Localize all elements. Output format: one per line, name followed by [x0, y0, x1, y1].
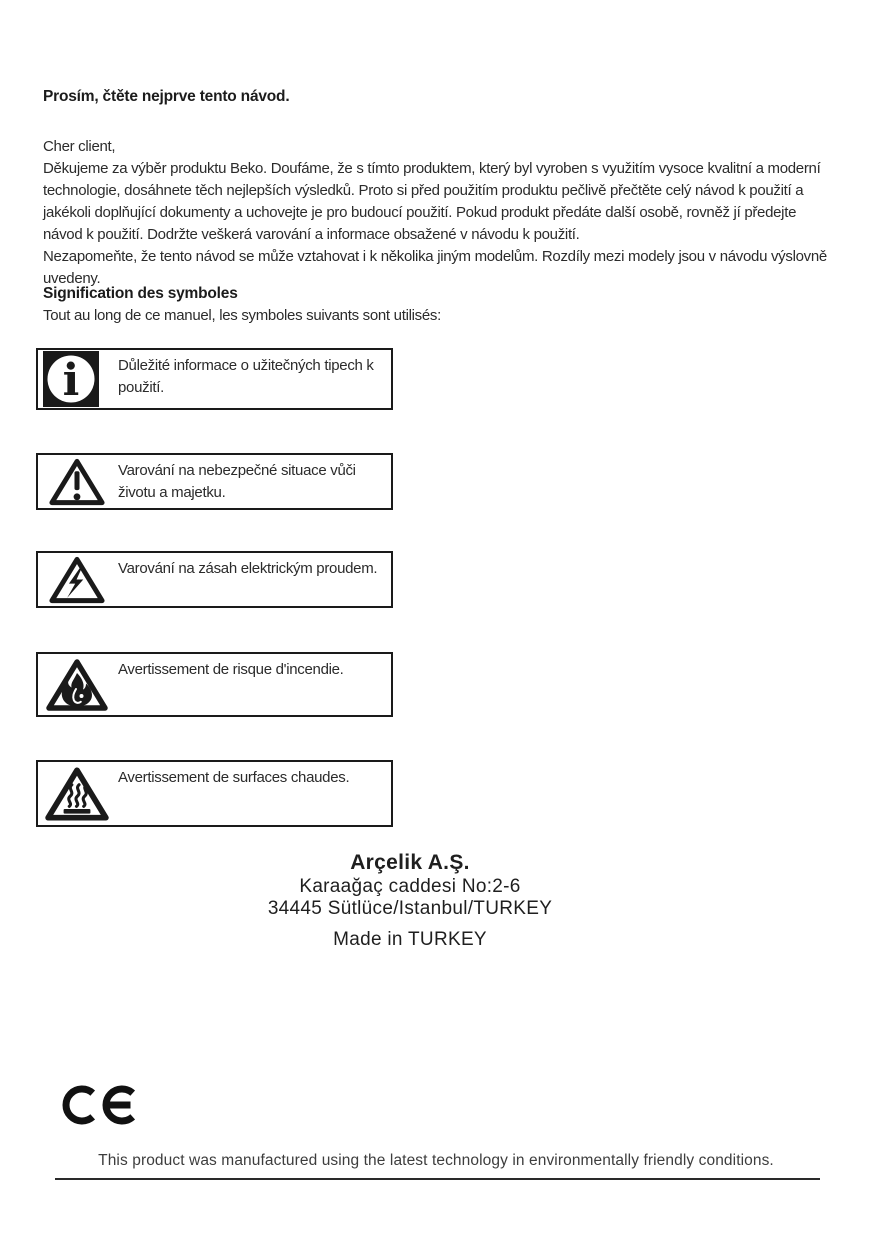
intro-paragraph-2: Nezapomeňte, že tento návod se může vztahovat i k několika jiným modelům. Rozdíly mezi modely jsou v návodu výslovně uvedeny.	[43, 248, 827, 287]
symbol-box-fire	[36, 652, 393, 717]
hot-surface-icon	[38, 762, 116, 825]
symbol-box-electric	[36, 551, 393, 608]
greeting: Cher client,	[43, 138, 116, 155]
manufacturer-address-line1: Karaağaç caddesi No:2-6	[299, 876, 521, 897]
manufacturer-address-line2: 34445 Sütlüce/Istanbul/TURKEY	[267, 898, 553, 919]
footer-note: This product was manufactured using the latest technology in environmentally friendly conditions.	[98, 1152, 774, 1169]
symbol-text: Avertissement de risque d'incendie.	[118, 661, 344, 678]
intro-paragraph-1: Děkujeme za výběr produktu Beko. Doufáme, že s tímto produktem, který byl vyroben s využitím vysoce kvalitní a moderní technologie, dosáhnete těch nejlepších výsledků. Proto si před použitím produktu pečlivě přečtěte celý návod k použití a jakékoli doplňující dokumenty a uchovejte je pro budoucí použití. Pokud produkt předáte další osobě, rovněž jí předejte návod k použití. Dodržte veškerá varování a informace obsažené v návodu k použití.	[43, 160, 821, 243]
fire-warning-icon	[38, 654, 116, 715]
warning-icon	[38, 455, 116, 508]
symbols-lead: Tout au long de ce manuel, les symboles suivants sont utilisés:	[43, 307, 441, 324]
page-title: Prosím, čtěte nejprve tento návod.	[43, 88, 290, 105]
made-in-label: Made in TURKEY	[333, 929, 487, 950]
symbol-text: Varování na zásah elektrickým proudem.	[118, 560, 378, 577]
footer-divider	[55, 1178, 820, 1180]
electric-shock-icon	[38, 553, 116, 606]
info-icon	[38, 350, 116, 408]
manufacturer-name: Arçelik A.Ş.	[350, 851, 470, 874]
ce-mark-icon	[62, 1084, 162, 1131]
symbol-box-hot-surface	[36, 760, 393, 827]
symbol-box-warning	[36, 453, 393, 510]
symbol-text: Varování na nebezpečné situace vůči životu a majetku.	[118, 462, 356, 501]
svg-text:i: i	[62, 355, 80, 406]
symbol-text: Důležité informace o užitečných tipech k použití.	[118, 357, 374, 396]
intro-block	[43, 136, 835, 290]
symbols-heading: Signification des symboles	[43, 285, 238, 302]
symbol-box-info	[36, 348, 393, 410]
manufacturer-block	[0, 850, 820, 951]
symbol-text: Avertissement de surfaces chaudes.	[118, 769, 350, 786]
